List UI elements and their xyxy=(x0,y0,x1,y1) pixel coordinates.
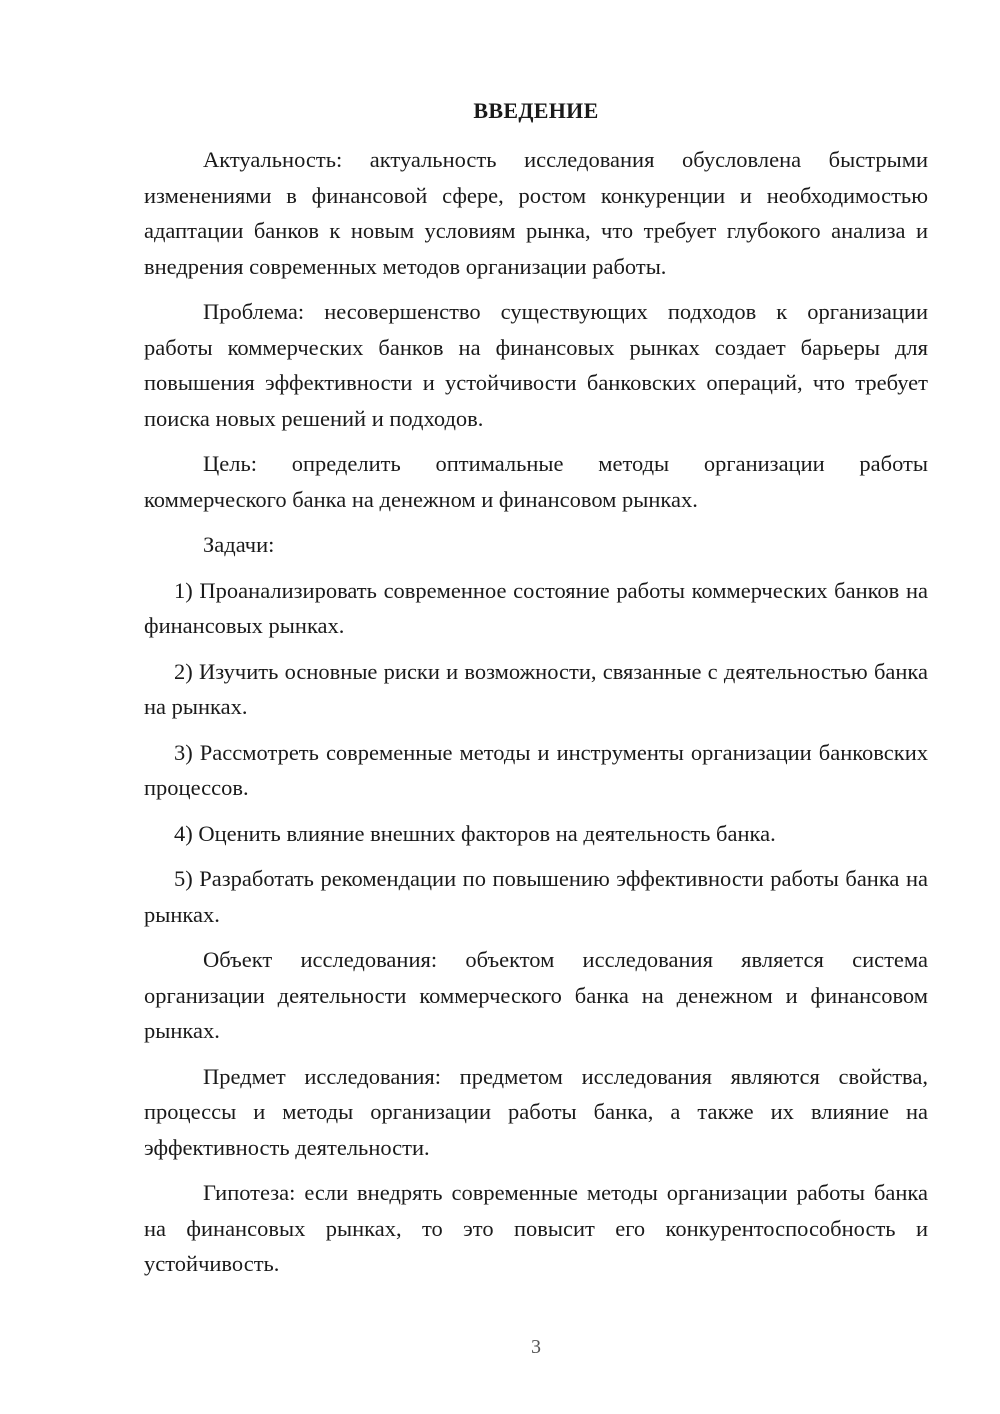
task-item-4: 4) Оценить влияние внешних факторов на деятельность банка. xyxy=(174,820,776,846)
paragraph-relevance: Актуальность: актуальность исследования обусловлена быстрыми изменениями в финансовой сфере, ростом конкуренции и необходимостью адаптации банков к новым условиям рынка, что требует глубокого анализа и внедрения современных методов организации работы. xyxy=(144,147,928,279)
page-number: 3 xyxy=(531,1336,541,1358)
paragraph-hypothesis: Гипотеза: если внедрять современные методы организации работы банка на финансовых рынках, то это повысит его конкурентоспособность и устойчивость. xyxy=(144,1180,928,1276)
paragraph-problem: Проблема: несовершенство существующих подходов к организации работы коммерческих банков на финансовых рынках создает барьеры для повышения эффективности и устойчивости банковских операций, что требует поиска новых решений и подходов. xyxy=(144,299,928,431)
page-body xyxy=(144,96,928,1292)
task-item-3: 3) Рассмотреть современные методы и инструменты организации банковских процессов. xyxy=(144,739,928,800)
task-item-1: 1) Проанализировать современное состояние работы коммерческих банков на финансовых рынках. xyxy=(144,577,928,638)
page-title: ВВЕДЕНИЕ xyxy=(473,98,599,123)
paragraph-tasks-heading: Задачи: xyxy=(203,532,275,557)
task-item-5: 5) Разработать рекомендации по повышению эффективности работы банка на рынках. xyxy=(144,866,928,927)
paragraph-goal: Цель: определить оптимальные методы организации работы коммерческого банка на денежном и финансовом рынках. xyxy=(144,451,928,512)
paragraph-object: Объект исследования: объектом исследования является система организации деятельности коммерческого банка на денежном и финансовом рынках. xyxy=(144,947,928,1043)
task-item-2: 2) Изучить основные риски и возможности, связанные с деятельностью банка на рынках. xyxy=(144,658,928,719)
paragraph-subject: Предмет исследования: предметом исследования являются свойства, процессы и методы организации работы банка, а также их влияние на эффективность деятельности. xyxy=(144,1063,928,1160)
